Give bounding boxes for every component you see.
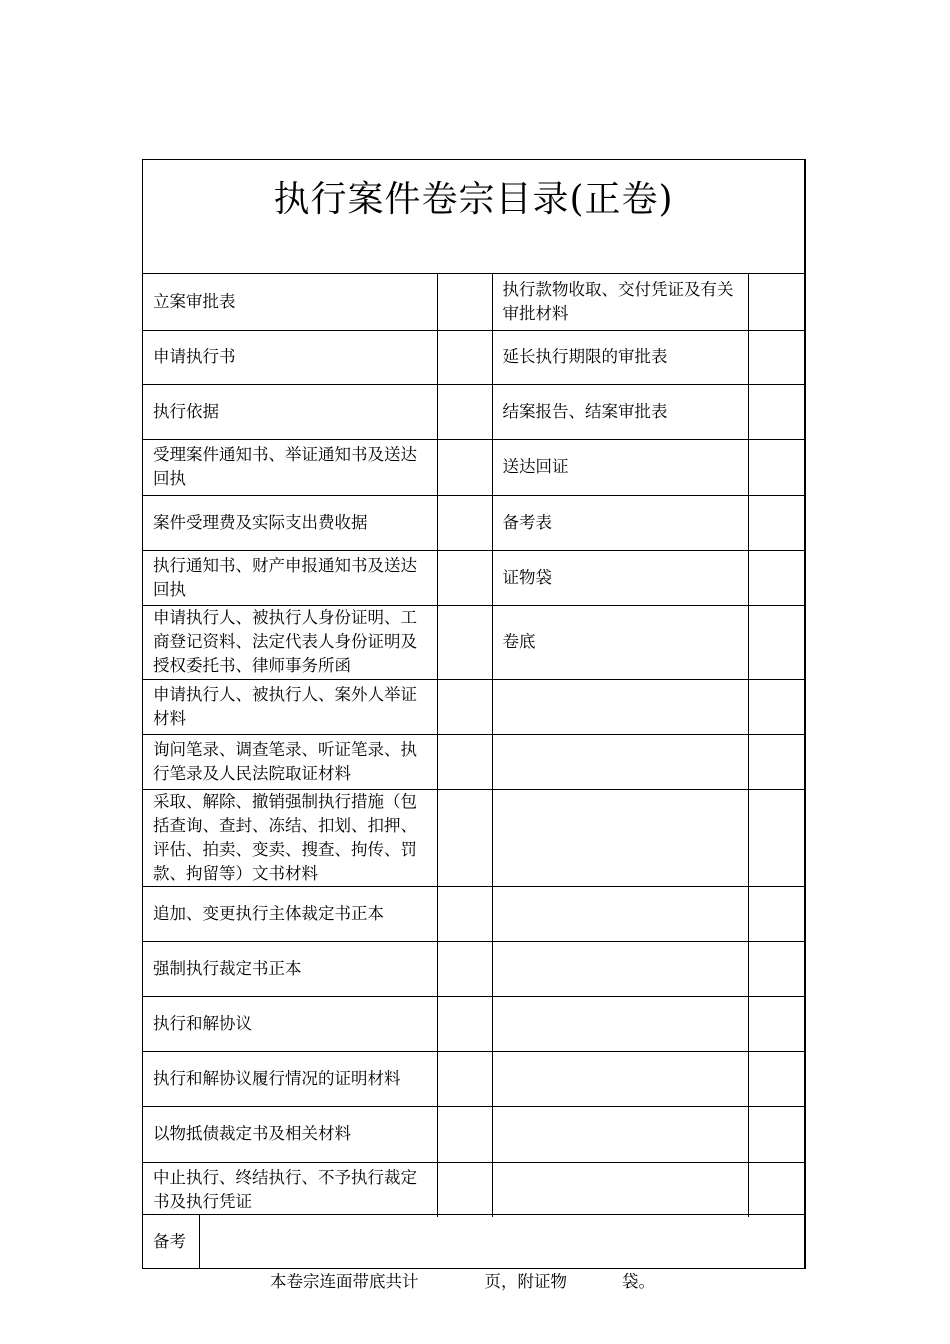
directory-form: [142, 159, 806, 1269]
right-page-cell: [748, 330, 805, 384]
left-item: 申请执行人、被执行人、案外人举证材料: [143, 679, 437, 734]
right-item: [492, 734, 748, 789]
table-row: [143, 330, 805, 384]
right-item: 送达回证: [492, 439, 748, 495]
left-item: 执行通知书、财产申报通知书及送达回执: [143, 550, 437, 605]
right-item: 备考表: [492, 495, 748, 550]
right-item: [492, 886, 748, 941]
right-page-cell: [748, 439, 805, 495]
left-page-cell: [437, 384, 492, 439]
table-row: [143, 1051, 805, 1106]
right-item: [492, 789, 748, 886]
left-item: 以物抵债裁定书及相关材料: [143, 1106, 437, 1162]
directory-table: [143, 274, 805, 1217]
right-page-cell: [748, 789, 805, 886]
left-item: 执行和解协议: [143, 996, 437, 1051]
left-page-cell: [437, 1162, 492, 1217]
left-page-cell: [437, 996, 492, 1051]
left-page-cell: [437, 679, 492, 734]
left-item: 采取、解除、撤销强制执行措施（包括查询、查封、冻结、扣划、扣押、评估、拍卖、变卖、搜查、拘传、罚款、拘留等）文书材料: [143, 789, 437, 886]
left-item: 申请执行人、被执行人身份证明、工商登记资料、法定代表人身份证明及授权委托书、律师事务所函: [143, 605, 437, 679]
right-item: 延长执行期限的审批表: [492, 330, 748, 384]
footer-text-total: 本卷宗连面带底共计: [270, 1272, 419, 1291]
right-page-cell: [748, 1106, 805, 1162]
right-page-cell: [748, 886, 805, 941]
left-item: 立案审批表: [143, 274, 437, 330]
right-page-cell: [748, 550, 805, 605]
left-page-cell: [437, 789, 492, 886]
footer-text-exhibits: 页，附证物: [484, 1272, 567, 1291]
right-item: [492, 1051, 748, 1106]
table-row: [143, 1162, 805, 1217]
right-item: [492, 941, 748, 996]
left-item: 申请执行书: [143, 330, 437, 384]
left-page-cell: [437, 734, 492, 789]
remarks-value: [200, 1215, 804, 1268]
left-page-cell: [437, 941, 492, 996]
right-item: [492, 1106, 748, 1162]
table-row: [143, 679, 805, 734]
table-row: [143, 886, 805, 941]
right-item: 卷底: [492, 605, 748, 679]
right-item: 执行款物收取、交付凭证及有关审批材料: [492, 274, 748, 330]
table-row: [143, 605, 805, 679]
table-row: [143, 439, 805, 495]
right-page-cell: [748, 1051, 805, 1106]
right-page-cell: [748, 495, 805, 550]
right-page-cell: [748, 1162, 805, 1217]
table-row: [143, 550, 805, 605]
left-page-cell: [437, 605, 492, 679]
left-item: 执行和解协议履行情况的证明材料: [143, 1051, 437, 1106]
table-row: [143, 996, 805, 1051]
right-page-cell: [748, 941, 805, 996]
footer-text-bags: 袋。: [622, 1272, 655, 1291]
left-page-cell: [437, 330, 492, 384]
right-page-cell: [748, 679, 805, 734]
table-row: [143, 274, 805, 330]
table-row: [143, 1106, 805, 1162]
title-cell: [143, 160, 804, 274]
left-item: 询问笔录、调查笔录、听证笔录、执行笔录及人民法院取证材料: [143, 734, 437, 789]
right-page-cell: [748, 996, 805, 1051]
left-page-cell: [437, 274, 492, 330]
right-page-cell: [748, 274, 805, 330]
left-item: 强制执行裁定书正本: [143, 941, 437, 996]
remarks-row: [143, 1214, 804, 1268]
table-row: [143, 495, 805, 550]
left-item: 中止执行、终结执行、不予执行裁定书及执行凭证: [143, 1162, 437, 1217]
right-page-cell: [748, 734, 805, 789]
right-page-cell: [748, 605, 805, 679]
table-row: [143, 941, 805, 996]
table-row: [143, 384, 805, 439]
right-item: [492, 996, 748, 1051]
right-item: [492, 1162, 748, 1217]
left-item: 案件受理费及实际支出费收据: [143, 495, 437, 550]
left-item: 执行依据: [143, 384, 437, 439]
left-item: 追加、变更执行主体裁定书正本: [143, 886, 437, 941]
left-page-cell: [437, 439, 492, 495]
left-page-cell: [437, 1051, 492, 1106]
table-row: [143, 789, 805, 886]
page-title: 执行案件卷宗目录(正卷): [273, 179, 674, 220]
right-item: 结案报告、结案审批表: [492, 384, 748, 439]
table-row: [143, 734, 805, 789]
right-page-cell: [748, 384, 805, 439]
footer-note: [270, 1271, 655, 1293]
right-item: [492, 679, 748, 734]
right-item: 证物袋: [492, 550, 748, 605]
left-page-cell: [437, 1106, 492, 1162]
left-page-cell: [437, 550, 492, 605]
left-item: 受理案件通知书、举证通知书及送达回执: [143, 439, 437, 495]
remarks-label: 备考: [143, 1215, 200, 1268]
left-page-cell: [437, 495, 492, 550]
left-page-cell: [437, 886, 492, 941]
